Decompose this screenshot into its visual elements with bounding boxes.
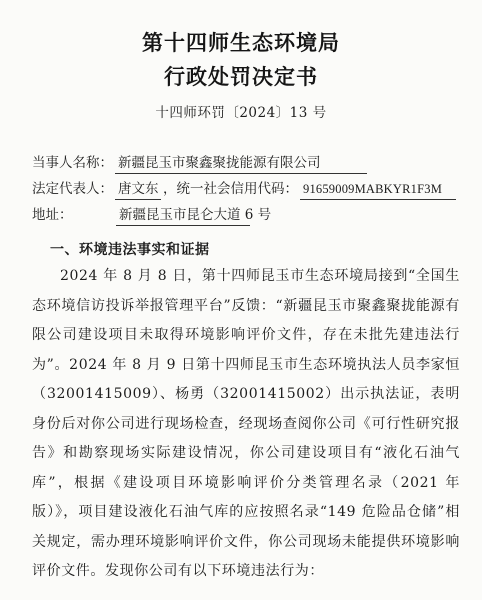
body-paragraph: 2024 年 8 月 8 日，第十四师昆玉市生态环境局接到“全国生态环境信访投诉举报管理平台”反馈：“新疆昆玉市聚鑫聚拢能源有限公司建设项目未取得环境影响评价文件，存在未批先建违法行为”。2024 年 8 月 9 日第十四师昆玉市生态环境执法人员李家恒（32001415009）、杨勇（32001415002）出示执法证，表明身份后对你公司进行现场检查，经现场查阅你公司《可行性研究报告》和勘察现场实际建设情况，你公司建设项目有“液化石油气库”，根据《建设项目环境影响评价分类管理名录（2021 年版）》，项目建设液化石油气库的应按照名录“149 危险品仓储”相关规定，需办理环境影响评价文件，你公司现场未能提供环境影响评价文件。发现你公司有以下环境违法行为： (32, 268, 460, 579)
title-block (0, 26, 482, 124)
credit-code-value: 91659009MABKYR1F3M (300, 179, 456, 200)
legal-rep-label: 法定代表人： (32, 181, 113, 197)
document-number: 十四师环罚〔2024〕13 号 (155, 105, 327, 121)
legal-rep-value: 唐文东 (115, 179, 161, 200)
document-title-type: 行政处罚决定书 (164, 64, 318, 89)
address-value: 新疆昆玉市昆仑大道 6 号 (116, 205, 250, 226)
section-heading: 一、环境违法事实和证据 (50, 242, 210, 258)
party-info (32, 150, 472, 228)
document-title-issuer: 第十四师生态环境局 (142, 30, 340, 55)
party-name-value: 新疆昆玉市聚鑫聚拢能源有限公司 (115, 153, 367, 174)
address-label (32, 202, 114, 228)
party-name-label: 当事人名称： (32, 155, 113, 171)
party-name-row (32, 150, 472, 176)
address-row (32, 202, 472, 228)
legal-rep-row (32, 176, 472, 202)
credit-code-label: ，统一社会信用代码： (163, 181, 298, 197)
address-label-part1: 地 (32, 207, 46, 223)
address-label-part2: 址： (45, 207, 73, 223)
